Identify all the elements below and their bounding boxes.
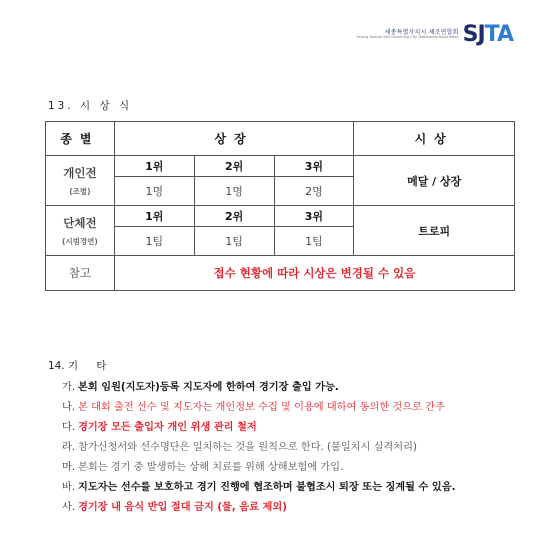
header-prize: 상장 — [114, 122, 353, 156]
list-item — [62, 438, 532, 458]
team-award: 트로피 — [354, 206, 515, 256]
logo-org-english: Sejong Special Self-Governing City Taekwondo Association — [356, 34, 459, 39]
list-item — [62, 398, 532, 418]
list-item-text: 참가신청서와 선수명단은 일치하는 것을 원칙으로 한다. (불일치시 실격처리) — [78, 442, 417, 453]
note-label: 참고 — [46, 256, 115, 291]
list-marker: 가. — [62, 382, 76, 393]
list-item-text: 지도자는 선수를 보호하고 경기 진행에 협조하며 불협조시 퇴장 또는 징계될 수 있음. — [78, 482, 456, 493]
list-item — [62, 378, 532, 398]
list-item-text: 본회 임원(지도자)등록 지도자에 한하여 경기장 출입 가능. — [78, 382, 339, 393]
misc-rules-list — [62, 378, 532, 518]
team-sub-label: (시범경연) — [62, 236, 98, 246]
list-item — [62, 498, 532, 518]
list-item-text: 경기장 내 음식 반입 절대 금지 (물, 음료 제외) — [78, 502, 287, 513]
list-marker: 바. — [62, 482, 76, 493]
section-13-title: 13. 시 상 식 — [48, 100, 133, 112]
logo-mark — [463, 22, 513, 47]
association-logo — [356, 22, 513, 47]
individual-count-1: 1명 — [114, 177, 194, 206]
list-marker: 마. — [62, 462, 76, 473]
logo-mark-b: TA — [484, 22, 513, 47]
individual-count-2: 1명 — [194, 177, 274, 206]
header-category: 종별 — [46, 122, 115, 156]
individual-award: 메달 / 상장 — [354, 156, 515, 206]
list-marker: 사. — [62, 502, 76, 513]
individual-rank-2: 2위 — [194, 156, 274, 177]
list-item-text: 본회는 경기 중 발생하는 상해 치료를 위해 상해보험에 가입. — [78, 462, 344, 473]
section-14-title — [48, 358, 106, 373]
list-item-text: 경기장 모든 출입자 개인 위생 관리 철저 — [78, 422, 257, 433]
logo-org-korean: 세종특별자치시 체조연합회 — [384, 28, 459, 36]
individual-sub-label: (조별) — [69, 186, 91, 196]
award-table — [45, 121, 515, 291]
list-item — [62, 458, 532, 478]
list-marker: 라. — [62, 442, 76, 453]
individual-category-cell — [46, 156, 115, 206]
logo-caption — [356, 30, 458, 40]
note-text: 접수 현황에 따라 시상은 변경될 수 있음 — [114, 256, 514, 291]
header-ceremony: 시상 — [354, 122, 515, 156]
team-rank-3: 3위 — [274, 206, 354, 227]
section-14-number: 14. — [48, 360, 65, 372]
team-count-1: 1팀 — [114, 227, 194, 256]
list-marker: 다. — [62, 422, 76, 433]
individual-rank-row — [46, 156, 515, 177]
list-marker: 나. — [62, 402, 76, 413]
list-item — [62, 478, 532, 498]
team-label: 단체전 — [63, 215, 97, 230]
team-count-3: 1팀 — [274, 227, 354, 256]
list-item — [62, 418, 532, 438]
team-rank-2: 2위 — [194, 206, 274, 227]
list-item-text: 본 대회 출전 선수 및 지도자는 개인정보 수집 및 이용에 대하여 동의한 것으로 간주 — [78, 402, 445, 413]
logo-mark-a: SJ — [462, 22, 485, 47]
individual-label: 개인전 — [63, 165, 97, 180]
individual-rank-3: 3위 — [274, 156, 354, 177]
award-table-header — [46, 122, 515, 156]
team-count-2: 1팀 — [194, 227, 274, 256]
team-rank-row — [46, 206, 515, 227]
individual-rank-1: 1위 — [114, 156, 194, 177]
team-rank-1: 1위 — [114, 206, 194, 227]
section-14-title-b: 타 — [96, 360, 107, 372]
team-category-cell — [46, 206, 115, 256]
section-14-title-a: 기 — [68, 360, 79, 372]
individual-count-3: 2명 — [274, 177, 354, 206]
note-row — [46, 256, 515, 291]
